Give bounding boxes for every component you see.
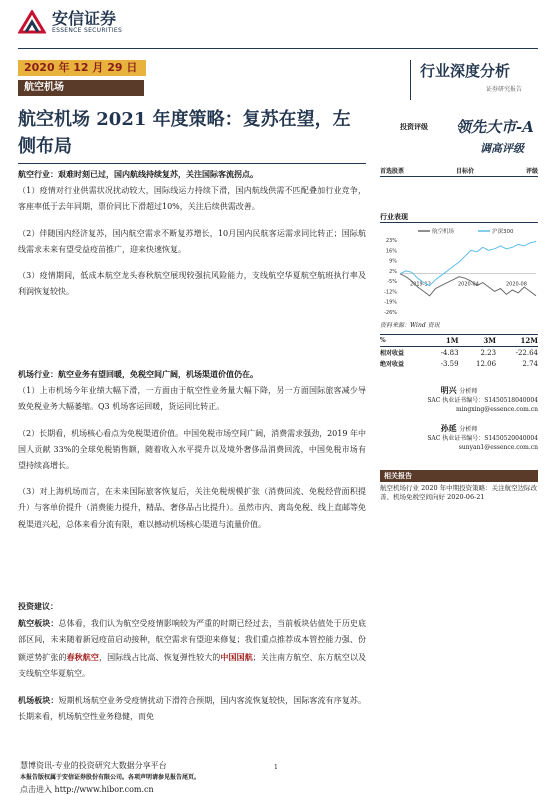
stock-pick-header bbox=[380, 166, 538, 175]
table-row: 绝对收益 -3.59 12.06 2.74 bbox=[380, 359, 538, 368]
table-header-row: % 1M 3M 12M bbox=[380, 336, 538, 345]
aviation-head: 航空行业： bbox=[18, 169, 58, 179]
paragraph: （1）上市机场今年业绩大幅下滑，一方面由于航空性业务量大幅下降，另一方面国际旅客减少导致免税业务大幅萎缩。Q3 机场客运回暖，货运同比转正。 bbox=[18, 386, 366, 412]
airport-advice: 机场板块：短期机场航空业务受疫情扰动下滑符合预期，国内客流恢复较快，国际客流有序复苏。长期来看，机场航空性业务稳健，而免 bbox=[18, 695, 367, 722]
page-number: 1 bbox=[274, 764, 278, 771]
title-divider bbox=[18, 163, 366, 164]
table-row: 相对收益 -4.83 2.23 -22.64 bbox=[380, 348, 538, 357]
col-stock: 首选股票 bbox=[380, 168, 405, 175]
legend-label: 航空机场 bbox=[432, 229, 455, 235]
legend-label: 沪深300 bbox=[492, 229, 514, 235]
aviation-summary: 艰难时刻已过，国内航线持续复苏，关注国际客流拐点。 bbox=[58, 169, 258, 179]
analyst-email[interactable]: sunyan1@essence.com.cn bbox=[458, 444, 538, 451]
performance-title: 行业表现 bbox=[380, 212, 408, 221]
section-aviation bbox=[18, 166, 366, 300]
col-target: 目标价 bbox=[455, 168, 474, 175]
x-tick-label: 2019-12 bbox=[410, 281, 431, 288]
series-line bbox=[400, 242, 536, 286]
company-logo bbox=[18, 10, 122, 34]
y-tick-label: -5% bbox=[387, 279, 397, 286]
airport-heading bbox=[18, 366, 366, 383]
analyst-card bbox=[380, 386, 538, 414]
airport-advice-head: 机场板块： bbox=[18, 695, 59, 706]
page-title: 航空机场 2021 年度策略：复苏在望，左侧布局 bbox=[18, 109, 351, 157]
airport-head: 机场行业： bbox=[18, 369, 58, 379]
analyst-card bbox=[380, 424, 538, 452]
report-type: 行业深度分析 bbox=[420, 62, 511, 80]
footer-disclaimer: 本报告版权属于安信证券股份有限公司。各项声明请参见报告尾页。 bbox=[20, 774, 201, 781]
performance-divider bbox=[380, 222, 538, 223]
y-tick-label: 16% bbox=[385, 248, 397, 255]
aviation-heading bbox=[18, 166, 366, 183]
analyst-name: 孙延 分析师 bbox=[440, 423, 478, 433]
y-tick-label: 9% bbox=[389, 258, 397, 265]
logo-icon bbox=[18, 10, 46, 34]
header-divider bbox=[18, 48, 538, 49]
col-rating: 评级 bbox=[525, 168, 538, 175]
footer-brand: 慧博资讯-专业的投资研究大数据分享平台 bbox=[20, 761, 167, 770]
analyst-email[interactable]: mingxing@essence.com.cn bbox=[455, 406, 538, 413]
performance-table bbox=[380, 334, 538, 369]
related-report-item[interactable]: 航空机场行业 2020 年中期投资策略：关注航空边际改善、机场免税空间向好 2020-06-21 bbox=[380, 484, 538, 501]
header-vertical-divider bbox=[410, 60, 411, 100]
advice-heading: 投资建议： bbox=[18, 601, 58, 611]
report-date: 2020 年 12 月 29 日 bbox=[18, 60, 146, 76]
paragraph: （2）伴随国内经济复苏，国内航空需求不断复苏增长，10月国内民航客运需求同比转正；国际航线需求未来有望受益疫苗推广，迎来快速恢复。 bbox=[18, 228, 366, 254]
stock-highlight: 中国国航 bbox=[220, 651, 253, 662]
related-reports-title: 相关报告 bbox=[380, 470, 538, 482]
paragraph: （3）疫情期间，低成本航空龙头春秋航空展现较强抗风险能力，支线航空华夏航空航班执行率及利润恢复较快。 bbox=[18, 271, 366, 297]
y-tick-label: -19% bbox=[384, 299, 397, 306]
report-subtype: 证券研究报告 bbox=[486, 86, 523, 93]
section-airport bbox=[18, 366, 366, 533]
analyst-name: 明兴 分析师 bbox=[440, 385, 478, 395]
footer-link[interactable]: 点击进入 http://www.hibor.com.cn bbox=[20, 785, 154, 794]
paragraph: （2）长期看，机场核心看点为免税渠道价值。中国免税市场空间广阔，消费需求强劲，2019 年中国人贡献 33%的全球免税销售额，随着收入水平提升以及境外奢侈品消费回流，中国免税市场有望持续高增长。 bbox=[18, 428, 366, 471]
performance-chart bbox=[378, 226, 540, 318]
logo-subtitle: ESSENCE SECURITIES bbox=[52, 26, 123, 34]
footer bbox=[0, 760, 559, 795]
paragraph: （3）对上海机场而言，在未来国际旅客恢复后，关注免税规模扩张（消费回流、免税经营面积提升）与客单价提升（消费能力提升，精品、奢侈品占比提升）。虽然市内、离岛免税、线上直邮等免税渠道兴起，总体来看分流有限，难以撼动机场核心渠道与流量价值。 bbox=[18, 487, 366, 529]
airport-summary: 航空业务有望回暖，免税空间广阔，机场渠道价值仍在。 bbox=[58, 369, 258, 379]
rating-change: 调高评级 bbox=[480, 142, 524, 155]
logo-name: 安信证券 bbox=[52, 8, 117, 28]
rating-label: 投资评级 bbox=[400, 122, 428, 131]
x-tick-label: 2020-08 bbox=[506, 281, 527, 288]
analyst-sac: SAC 执业证书编号：S1450520040004 bbox=[427, 435, 538, 442]
sector-label: 航空机场 bbox=[18, 80, 144, 96]
analyst-sac: SAC 执业证书编号：S1450518040004 bbox=[427, 397, 538, 404]
aviation-advice-head: 航空板块： bbox=[18, 618, 59, 629]
y-tick-label: 2% bbox=[389, 268, 397, 275]
stock-highlight: 春秋航空 bbox=[66, 651, 99, 662]
x-tick-label: 2020-04 bbox=[458, 281, 479, 288]
section-advice bbox=[18, 598, 366, 725]
rating-value: 领先大市-A bbox=[456, 118, 534, 136]
aviation-advice: 航空板块：总体看，我们认为航空受疫情影响较为严重的时期已经过去，当前板块估值处于历史底部区间，未来随着新冠疫苗启动接种，航空需求有望迎来修复；我们重点推荐成本管控能力强、份额逆势扩张的春秋航空，国际线占比高、恢复弹性较大的中国国航；关注南方航空、东方航空以及支线航空华夏航空。 bbox=[18, 618, 367, 678]
y-tick-label: -26% bbox=[384, 310, 397, 316]
stock-pick-divider bbox=[380, 176, 538, 177]
y-tick-label: 23% bbox=[385, 238, 397, 244]
chart-source: 资料来源：Wind 资讯 bbox=[380, 322, 440, 329]
y-tick-label: -12% bbox=[384, 289, 397, 296]
paragraph: （1）疫情对行业供需状况扰动较大，国际线运力持续下滑，国内航线供需不匹配叠加行业竞争，客座率低于去年同期，票价同比下滑超过10%，关注后续供需改善。 bbox=[18, 186, 366, 212]
